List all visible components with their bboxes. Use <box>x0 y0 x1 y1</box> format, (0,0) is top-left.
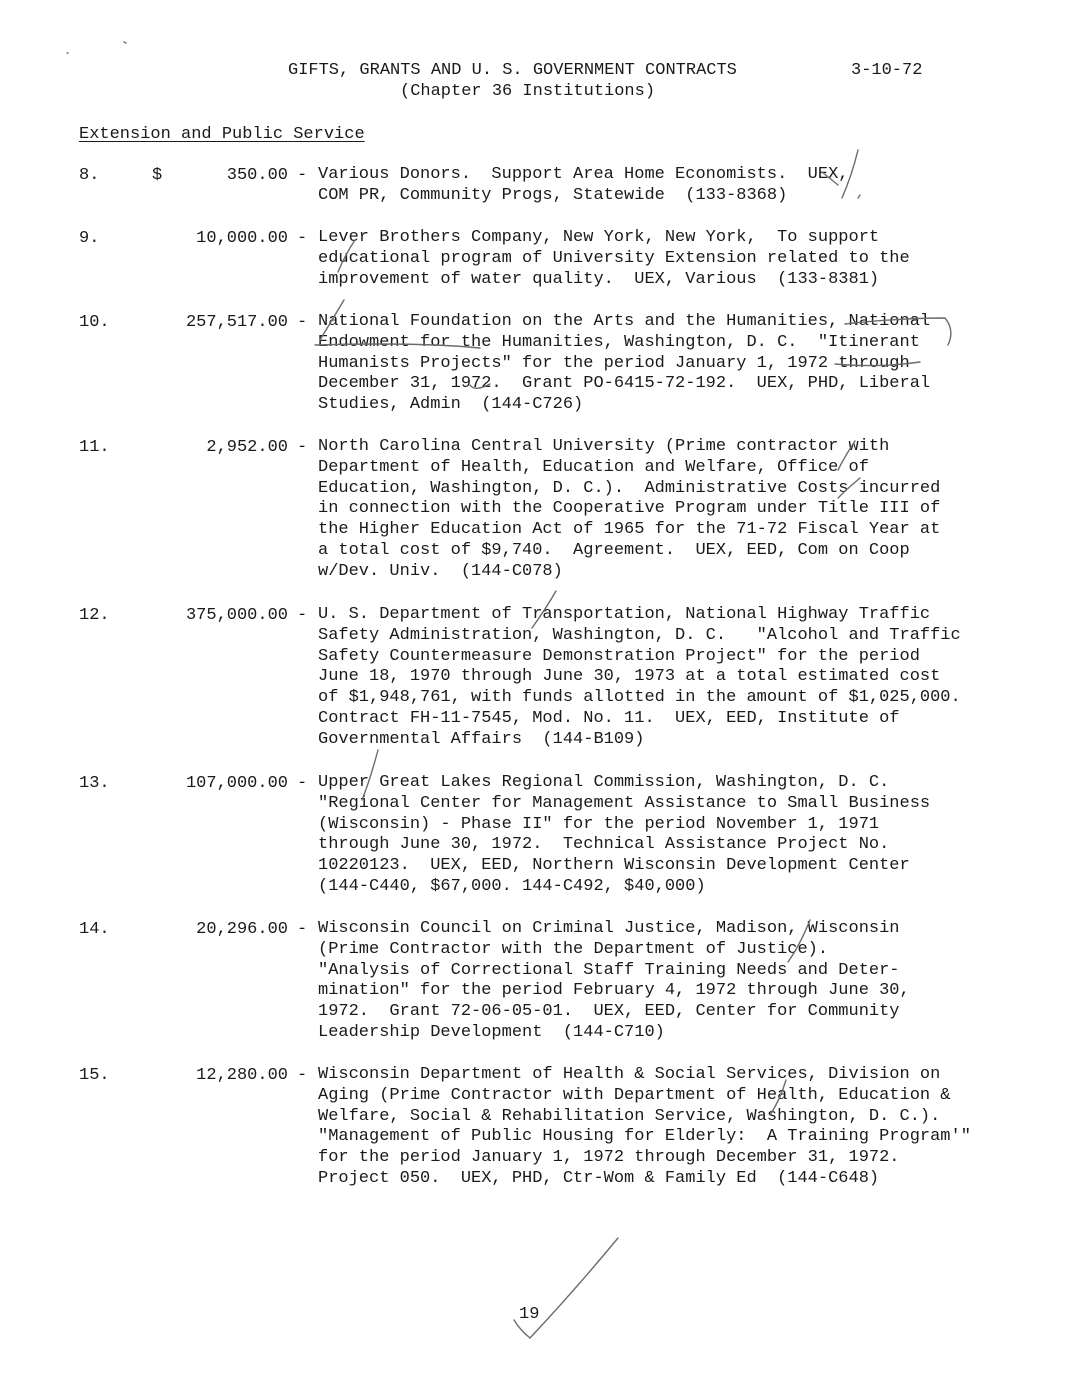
entry-description <box>318 228 1018 290</box>
entry-line: (144-C440, $67,000. 144-C492, $40,000) <box>318 876 706 896</box>
entry-amount: 10,000.00 <box>196 229 288 248</box>
check-mark-icon <box>530 1238 618 1338</box>
entry-line: U. S. Department of Transportation, National Highway Traffic <box>318 605 931 624</box>
entry-line: "Regional Center for Management Assistance to Small Business <box>318 793 931 813</box>
entry-line: Contract FH-11-7545, Mod. No. 11. UEX, EED, Institute of <box>318 708 900 728</box>
entry-dash: - <box>297 920 308 939</box>
entry-description <box>318 919 1018 1044</box>
entry-line: Wisconsin Council on Criminal Justice, Madison, Wisconsin <box>318 919 900 938</box>
entry-line: Studies, Admin (144-C726) <box>318 395 584 415</box>
entry-description <box>318 165 1018 207</box>
entry-line: Humanists Projects" for the period January 1, 1972 through <box>318 353 910 373</box>
entry-line: "Management of Public Housing for Elderly: A Training Program'" <box>318 1127 971 1147</box>
entry-dash: - <box>297 1066 308 1085</box>
entry-line: improvement of water quality. UEX, Various (133-8381) <box>318 269 880 289</box>
entry-amount: 107,000.00 <box>185 774 288 793</box>
entry-line: educational program of University Extension related to the <box>318 248 910 268</box>
entry-amount: 257,517.00 <box>185 313 288 332</box>
entry-description <box>318 773 1018 898</box>
entry-line: Welfare, Social & Rehabilitation Service, Washington, D. C.). <box>318 1106 941 1126</box>
entry-line: (Prime Contractor with the Department of Justice). <box>318 939 829 959</box>
entry-line: a total cost of $9,740. Agreement. UEX, EED, Com on Coop <box>318 540 910 560</box>
entry-line: Project 050. UEX, PHD, Ctr-Wom & Family Ed (144-C648) <box>318 1168 880 1188</box>
entry-line: "Analysis of Correctional Staff Training Needs and Deter- <box>318 960 900 980</box>
page-title: GIFTS, GRANTS AND U. S. GOVERNMENT CONTRACTS <box>288 61 737 80</box>
entry-amount: 2,952.00 <box>206 438 288 457</box>
entry-line: w/Dev. Univ. (144-C078) <box>318 561 563 581</box>
entry-dash: - <box>297 229 308 248</box>
entry-amount: 375,000.00 <box>185 606 288 625</box>
page-number: 19 <box>519 1305 540 1324</box>
entry-number: 15. <box>79 1066 110 1085</box>
entry-dollar-sign: $ <box>152 166 163 185</box>
pencil-dot-icon <box>124 42 126 43</box>
entry-line: Safety Administration, Washington, D. C. "Alcohol and Traffic <box>318 625 961 645</box>
entry-line: Safety Countermeasure Demonstration Project" for the period <box>318 646 920 666</box>
entry-line: December 31, 1972. Grant PO-6415-72-192. UEX, PHD, Liberal <box>318 374 931 394</box>
entry-number: 9. <box>79 229 100 248</box>
section-heading: Extension and Public Service <box>79 125 365 144</box>
entry-line: June 18, 1970 through June 30, 1973 at a total estimated cost <box>318 667 941 687</box>
entry-description <box>318 605 1018 751</box>
entry-line: of $1,948,761, with funds allotted in the amount of $1,025,000. <box>318 688 961 708</box>
entry-line: in connection with the Cooperative Program under Title III of <box>318 499 941 519</box>
entry-line: through June 30, 1972. Technical Assistance Project No. <box>318 835 890 855</box>
entry-number: 12. <box>79 606 110 625</box>
entry-line: National Foundation on the Arts and the Humanities, National <box>318 312 931 331</box>
entry-line: Department of Health, Education and Welfare, Office of <box>318 457 869 477</box>
entry-line: 1972. Grant 72-06-05-01. UEX, EED, Center for Community <box>318 1002 900 1022</box>
entry-line: 10220123. UEX, EED, Northern Wisconsin Development Center <box>318 856 910 876</box>
entry-number: 13. <box>79 774 110 793</box>
entry-amount: 20,296.00 <box>196 920 288 939</box>
entry-number: 11. <box>79 438 110 457</box>
entry-dash: - <box>297 166 308 185</box>
entry-description <box>318 437 1018 583</box>
entry-dash: - <box>297 313 308 332</box>
entry-line: Endowment for the Humanities, Washington, D. C. "Itinerant <box>318 332 920 352</box>
entry-line: for the period January 1, 1972 through December 31, 1972. <box>318 1148 900 1168</box>
entry-line: (Wisconsin) - Phase II" for the period November 1, 1971 <box>318 814 880 834</box>
entry-line: the Higher Education Act of 1965 for the 71-72 Fiscal Year at <box>318 520 941 540</box>
entry-dash: - <box>297 438 308 457</box>
entry-description <box>318 312 1018 416</box>
entry-amount: 12,280.00 <box>196 1066 288 1085</box>
entry-line: Governmental Affairs (144-B109) <box>318 729 645 749</box>
entry-line: Aging (Prime Contractor with Department of Health, Education & <box>318 1085 951 1105</box>
entry-line: Leadership Development (144-C710) <box>318 1022 665 1042</box>
entry-line: COM PR, Community Progs, Statewide (133-8368) <box>318 185 788 205</box>
entry-line: North Carolina Central University (Prime contractor with <box>318 437 890 456</box>
page-subtitle: (Chapter 36 Institutions) <box>400 82 656 101</box>
entry-line: Upper Great Lakes Regional Commission, Washington, D. C. <box>318 773 890 792</box>
entry-dash: - <box>297 774 308 793</box>
entry-number: 14. <box>79 920 110 939</box>
entry-line: Lever Brothers Company, New York, New York, To support <box>318 228 880 247</box>
page-date: 3-10-72 <box>851 61 923 80</box>
entry-number: 8. <box>79 166 100 185</box>
entry-line: Wisconsin Department of Health & Social Services, Division on <box>318 1065 941 1084</box>
entry-line: Various Donors. Support Area Home Economists. UEX, <box>318 165 849 184</box>
entry-line: mination" for the period February 4, 1972 through June 30, <box>318 981 910 1001</box>
entry-line: Education, Washington, D. C.). Administrative Costs incurred <box>318 478 941 498</box>
entry-dash: - <box>297 606 308 625</box>
entry-amount: 350.00 <box>226 166 288 185</box>
entry-description <box>318 1065 1018 1190</box>
entry-number: 10. <box>79 313 110 332</box>
